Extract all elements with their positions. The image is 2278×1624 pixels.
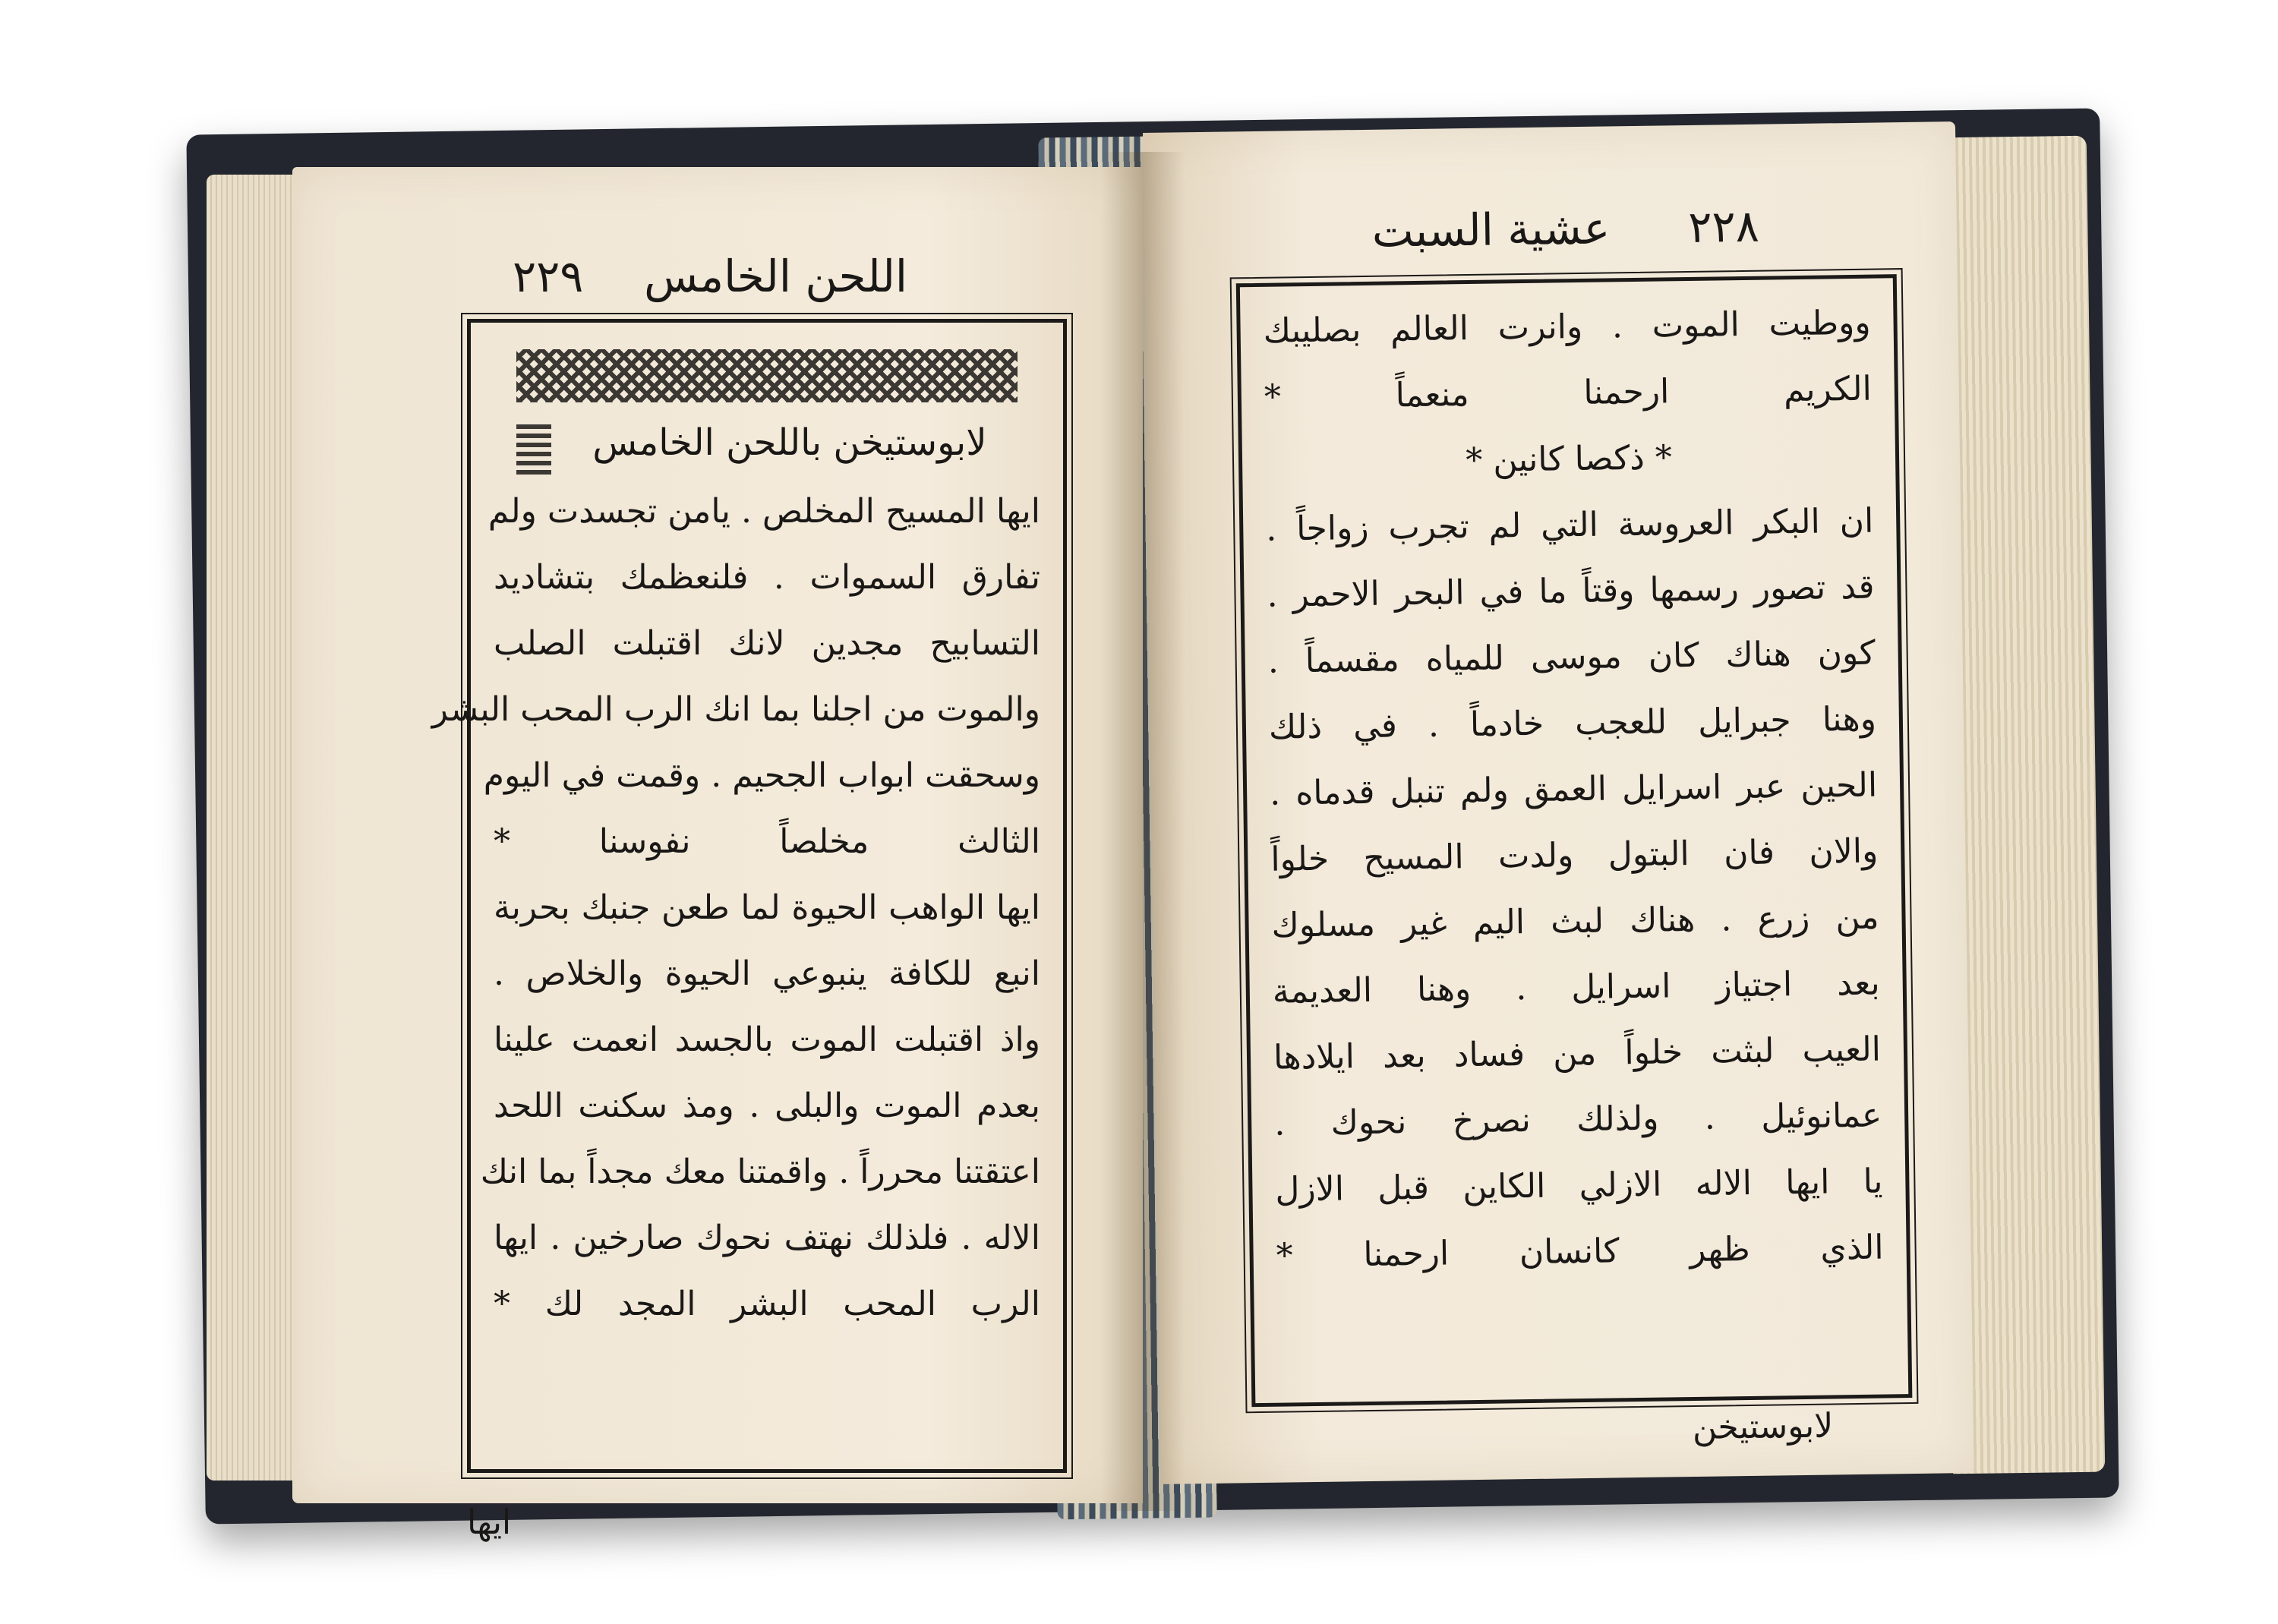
text-line: ايها المسيح المخلص . يامن تجسدت ولم [487,492,1040,531]
text-line: واذ اقتبلت الموت بالجسد انعمت علينا [494,1020,1040,1059]
left-running-head [513,251,907,302]
text-line: بعدم الموت والبلى . ومذ سكنت اللحد [494,1086,1040,1125]
ornament-corner [516,421,551,475]
section-title: لابوستيخن باللحن الخامس [592,421,987,464]
text-line: التسابيح مجدين لانك اقتبلت الصلب [494,624,1040,663]
right-running-head [1371,200,1759,257]
text-line: انبع للكافة ينبوعي الحيوة والخلاص . [494,954,1040,993]
text-line: قد تصور رسمها وقتاً ما في البحر الاحمر . [1267,567,1875,615]
text-line: وهنا جبرايل للعجب خادماً . في ذلك [1268,699,1877,747]
text-line: وسحقت ابواب الجحيم . وقمت في اليوم [483,756,1040,795]
text-line: يا ايها الاله الازلي الكاين قبل الازل [1275,1162,1883,1209]
left-text-block [431,478,1040,1337]
text-line: ايها الواهب الحيوة لما طعن جنبك بحربة [494,888,1040,927]
text-line: والموت من اجلنا بما انك الرب المحب البشر [431,690,1040,729]
text-line: والان فان البتول ولدت المسيح خلواً [1270,831,1879,879]
left-catchword: ايها [467,1503,512,1542]
right-text-block [1263,290,1884,1289]
text-line: الحين عبر اسرايل العمق ولم تنبل قدماه . [1269,765,1878,813]
text-line: ان البكر العروسة التي لم تجرب زواجاً . [1265,501,1874,549]
gutter-shadow [1101,152,1185,1511]
left-page [292,167,1143,1542]
ornament-band [516,349,1018,402]
text-line: من زرع . هناك لبث اليم غير مسلوك [1271,897,1879,945]
right-text-frame [1236,274,1913,1407]
text-line: الثالث مخلصاً نفوسنا * [494,822,1040,861]
text-line: العيب لبثت خلواً من فساد بعد ايلادها [1273,1030,1882,1077]
text-line: بعد اجتياز اسرايل . وهنا العديمة [1272,963,1881,1011]
text-line: الذي ظهر كانسان ارحمنا * [1276,1228,1884,1276]
text-line: الاله . فلذلك نهتف نحوك صارخين . ايها [494,1219,1040,1257]
right-catchword: لابوستيخن [1692,1406,1834,1448]
left-text-frame [431,319,1067,1473]
right-header-title: عشية السبت [1371,202,1611,257]
right-page-number: ٢٢٨ [1687,200,1760,253]
right-page [1143,121,1974,1484]
text-line: كون هناك كان موسى للمياه مقسماً . [1267,633,1876,681]
left-header-title: اللحن الخامس [644,251,907,302]
text-line: الرب المحب البشر المجد لك * [494,1285,1040,1323]
left-page-number: ٢٢٩ [513,251,584,302]
text-line: * ذكصا كانين * [1465,438,1673,481]
text-line: اعتقتنا محرراً . واقمتنا معك مجداً بما انك [480,1153,1040,1191]
text-line: الكريم ارحمنا منعماً * [1264,369,1873,417]
text-line: ووطيت الموت . وانرت العالم بصليبك [1263,303,1871,351]
text-line: تفارق السموات . فلنعظمك بتشاديد [494,558,1040,597]
text-line: عمانوئيل . ولذلك نصرخ نحوك . [1273,1096,1882,1143]
